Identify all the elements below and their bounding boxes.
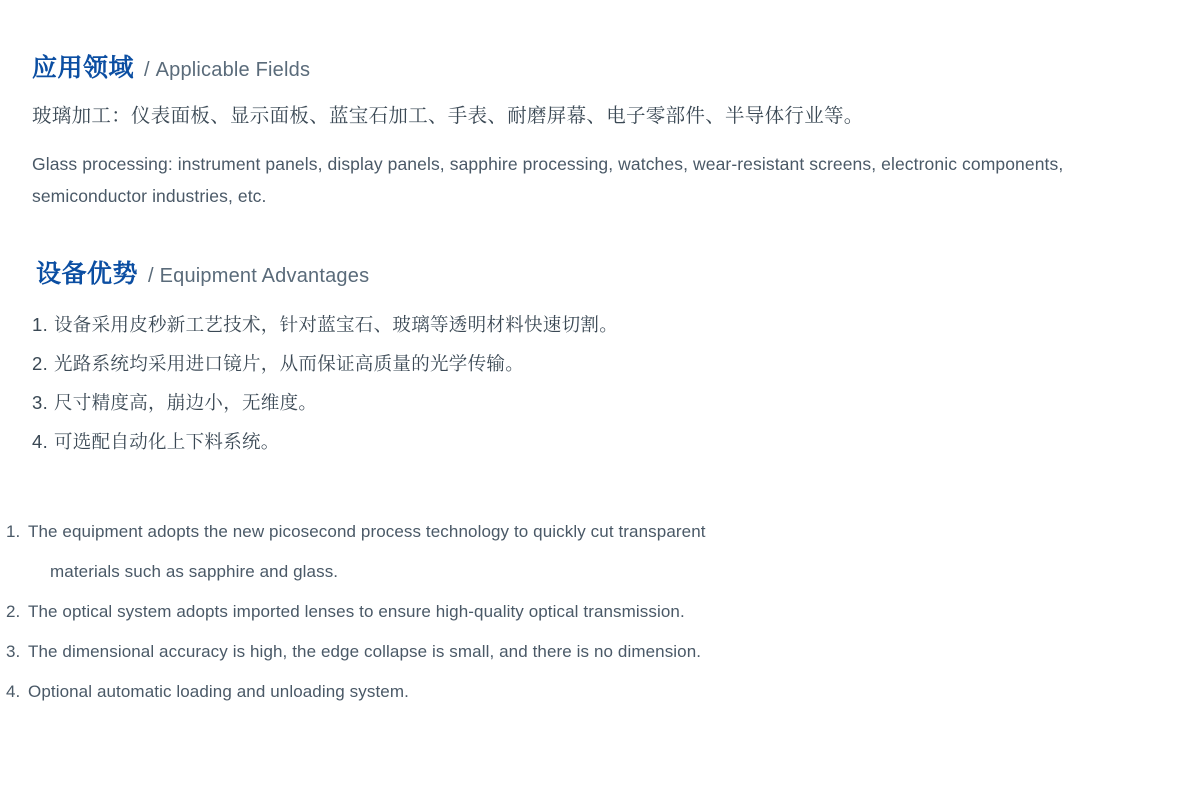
section-heading-cn: 设备优势 bbox=[36, 260, 139, 288]
list-item-number: 4. bbox=[32, 431, 49, 452]
section-heading-applicable-fields bbox=[32, 48, 310, 84]
list-item-text: Optional automatic loading and unloading system. bbox=[28, 682, 409, 701]
list-item-line-1: The equipment adopts the new picosecond process technology to quickly cut transparent bbox=[28, 522, 706, 541]
list-item bbox=[32, 344, 1132, 383]
section-heading-cn: 应用领域 bbox=[32, 54, 135, 82]
section-heading-equipment-advantages bbox=[36, 254, 369, 290]
list-item-text bbox=[28, 512, 1156, 592]
list-item-text: 设备采用皮秒新工艺技术，针对蓝宝石、玻璃等透明材料快速切割。 bbox=[54, 314, 619, 335]
list-item-text: 尺寸精度高，崩边小，无维度。 bbox=[54, 392, 318, 413]
equipment-advantages-list-cn bbox=[32, 305, 1132, 461]
list-item bbox=[32, 305, 1132, 344]
list-item-text: The dimensional accuracy is high, the edge collapse is small, and there is no dimension. bbox=[28, 642, 702, 661]
list-item-text: 光路系统均采用进口镜片，从而保证高质量的光学传输。 bbox=[54, 353, 525, 374]
section-heading-separator: / bbox=[148, 265, 154, 287]
list-item bbox=[32, 422, 1132, 461]
list-item-number: 2. bbox=[6, 602, 21, 621]
list-item bbox=[32, 383, 1132, 422]
section-heading-separator: / bbox=[144, 59, 150, 81]
list-item-number: 3. bbox=[32, 392, 49, 413]
list-item bbox=[6, 592, 1156, 632]
list-item-number: 1. bbox=[6, 522, 21, 541]
list-item-text: The optical system adopts imported lenses to ensure high-quality optical transmission. bbox=[28, 602, 685, 621]
list-item bbox=[6, 632, 1156, 672]
equipment-advantages-list-en bbox=[6, 512, 1156, 712]
list-item-number: 2. bbox=[32, 353, 49, 374]
list-item-number: 4. bbox=[6, 682, 21, 701]
list-item-number: 3. bbox=[6, 642, 21, 661]
list-item-number: 1. bbox=[32, 314, 49, 335]
list-item bbox=[6, 672, 1156, 712]
list-item-text: 可选配自动化上下料系统。 bbox=[54, 431, 280, 452]
section-heading-en: Applicable Fields bbox=[155, 59, 311, 81]
applicable-fields-body-cn: 玻璃加工：仪表面板、显示面板、蓝宝石加工、手表、耐磨屏幕、电子零部件、半导体行业等。 bbox=[32, 105, 864, 127]
applicable-fields-body-en: Glass processing: instrument panels, display panels, sapphire processing, watches, wear-resistant screens, electronic components, semiconductor industries, etc. bbox=[32, 154, 1064, 206]
list-item bbox=[6, 512, 1156, 592]
list-item-line-2: materials such as sapphire and glass. bbox=[50, 562, 339, 581]
section-heading-en: Equipment Advantages bbox=[159, 265, 370, 287]
